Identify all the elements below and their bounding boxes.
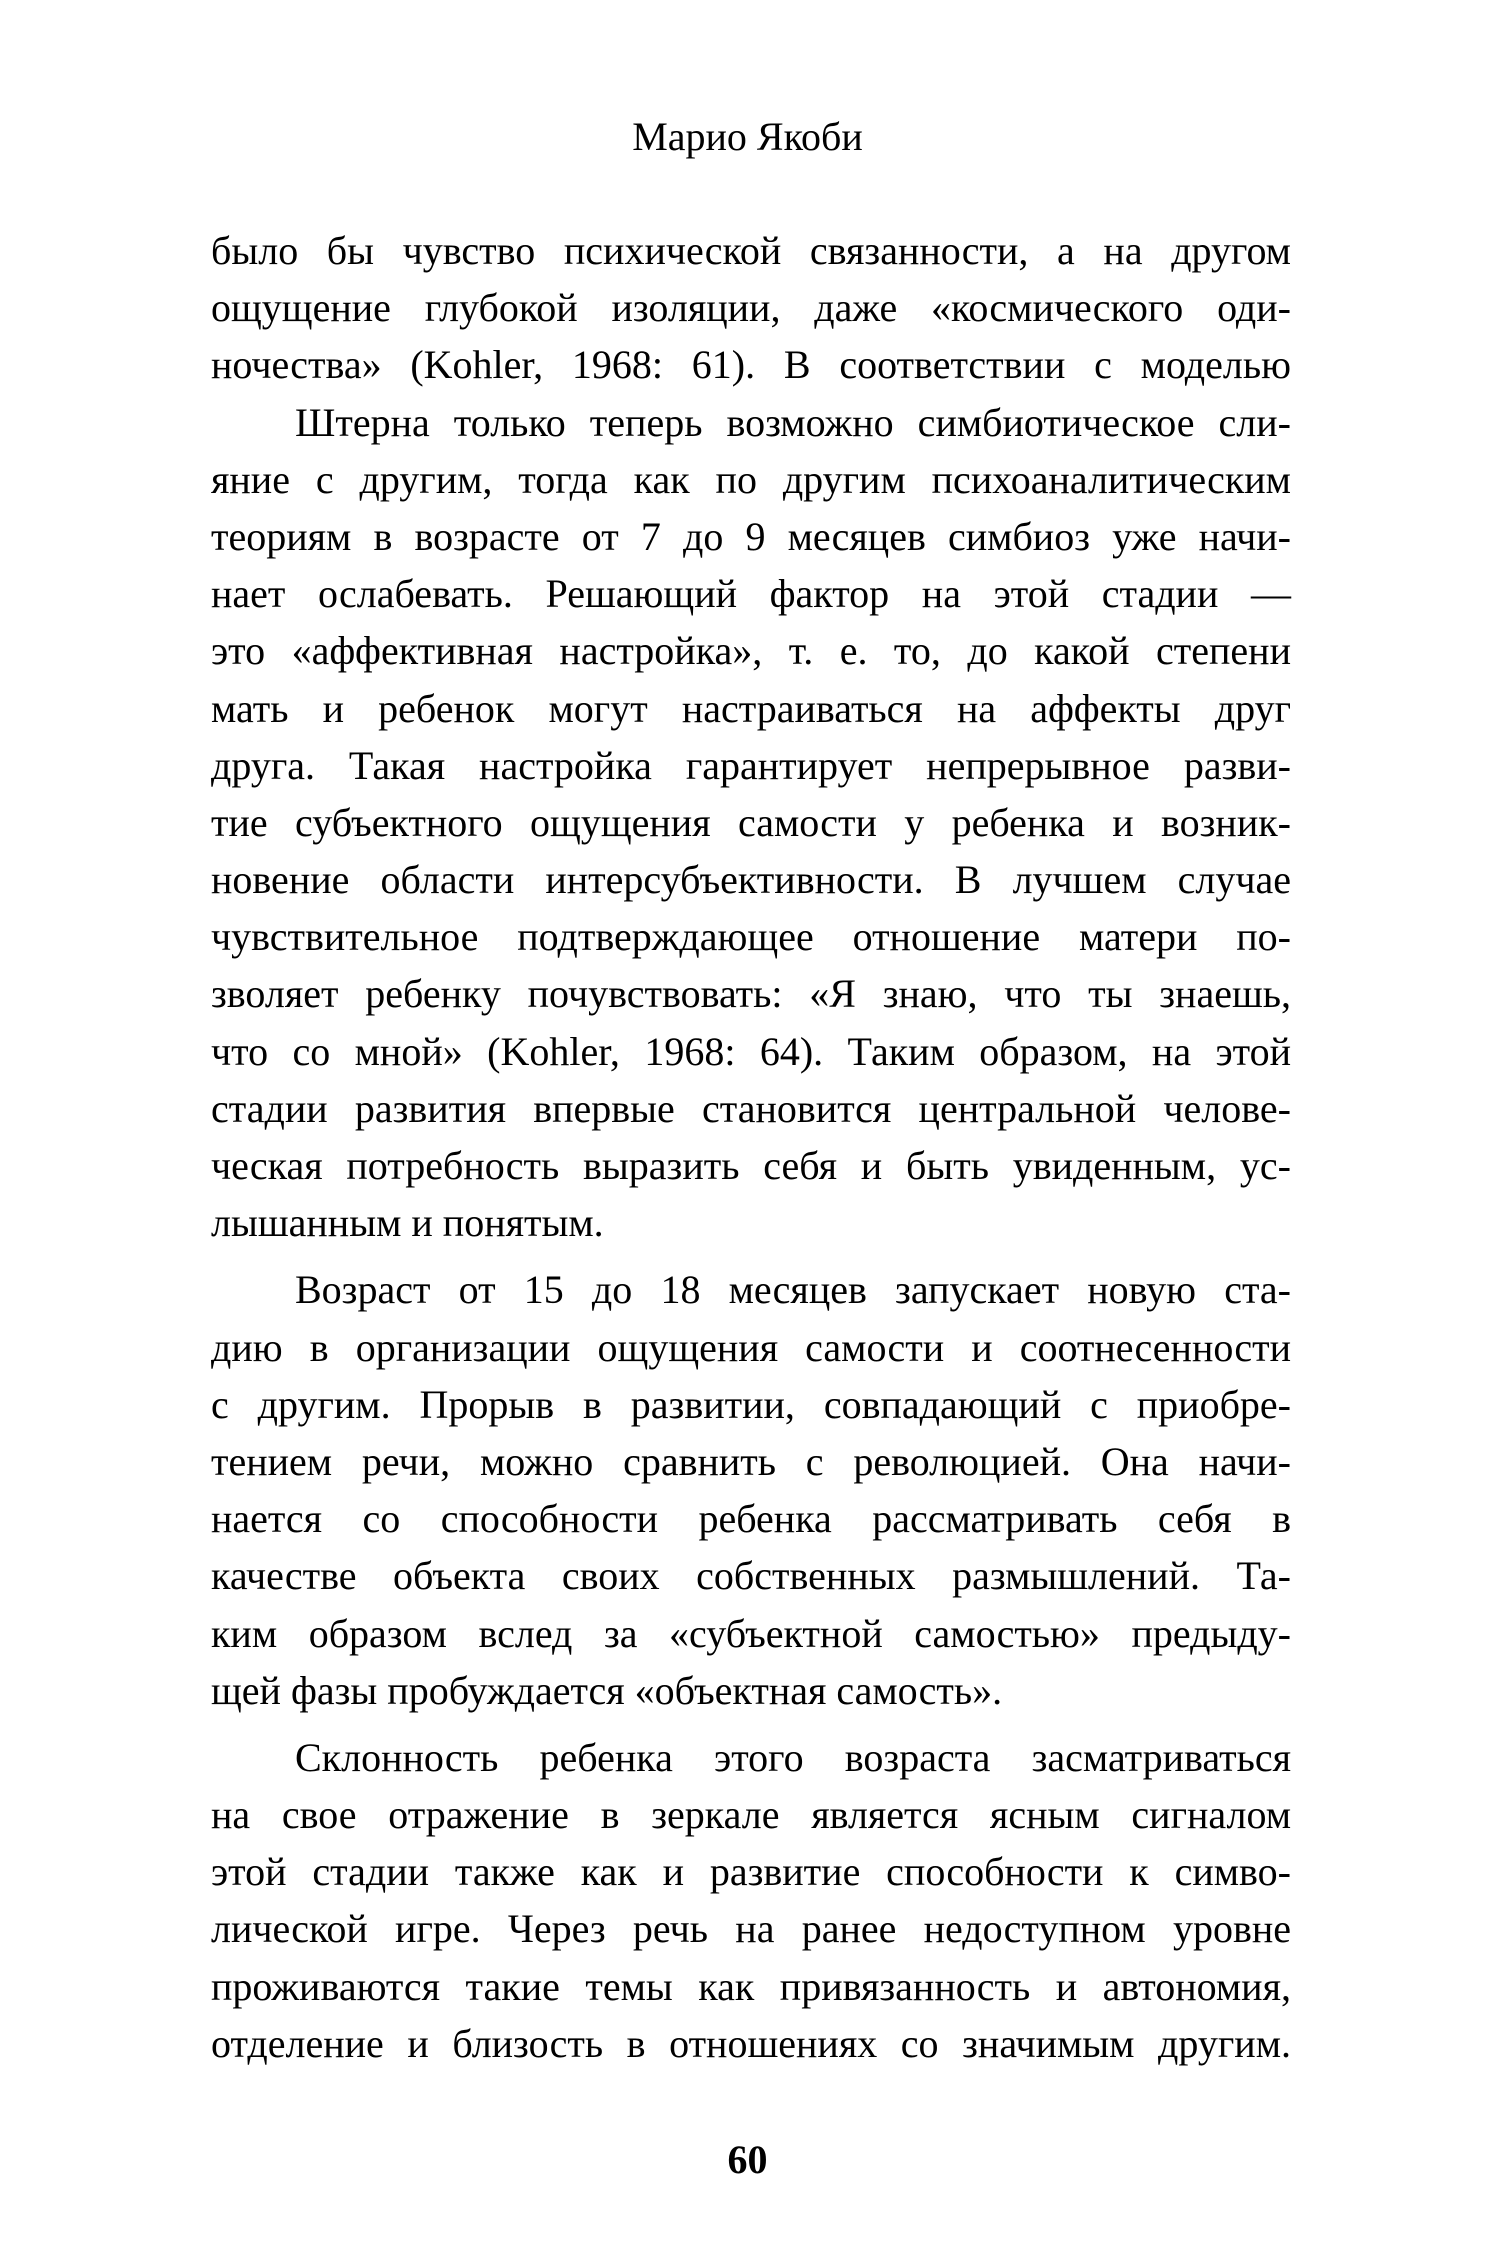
text-line: новение области интерсубъективности. В лучшем случае: [211, 857, 1291, 903]
paragraph: [211, 394, 1291, 1252]
text-line: лической игре. Через речь на ранее недоступном уровне: [211, 1906, 1291, 1952]
text-line: Штерна только теперь возможно симбиотическое сли-: [295, 399, 1291, 445]
text-line: Склонность ребенка этого возраста засматриваться: [295, 1734, 1291, 1780]
text-line: ческая потребность выразить себя и быть увиденным, ус-: [211, 1143, 1291, 1188]
paragraph: [211, 222, 1291, 394]
text-line: друга. Такая настройка гарантирует непрерывное разви-: [211, 742, 1291, 788]
text-line: дию в организации ощущения самости и соотнесенности: [211, 1324, 1291, 1370]
text-line: тением речи, можно сравнить с революцией. Она начи-: [211, 1438, 1291, 1484]
text-line: было бы чувство психической связанности, а на другом: [211, 228, 1291, 273]
text-line: стадии развития впервые становится центральной челове-: [211, 1085, 1291, 1131]
page-body-text: [211, 222, 1291, 2072]
paragraph: [211, 1729, 1291, 2072]
text-line: проживаются такие темы как привязанность и автономия,: [211, 1963, 1291, 2009]
text-line: что со мной» (Kohler, 1968: 64). Таким образом, на этой: [211, 1028, 1291, 1074]
text-line: щей фазы пробуждается «объектная самость».: [211, 1667, 1003, 1713]
text-line: этой стадии также как и развитие способности к симво-: [211, 1849, 1291, 1895]
paragraph: [211, 1261, 1291, 1719]
text-line: качестве объекта своих собственных размышлений. Та-: [211, 1553, 1291, 1599]
text-line: нает ослабевать. Решающий фактор на этой стадии —: [211, 571, 1291, 617]
text-line: Возраст от 15 до 18 месяцев запускает новую ста-: [295, 1267, 1291, 1313]
text-line: ощущение глубокой изоляции, даже «космического оди-: [211, 285, 1291, 331]
running-header: Марио Якоби: [632, 114, 863, 159]
text-line: мать и ребенок могут настраиваться на аффекты друг: [211, 685, 1291, 731]
text-line: теориям в возрасте от 7 до 9 месяцев симбиоз уже начи-: [211, 513, 1291, 559]
text-line: отделение и близость в отношениях со значимым другим.: [211, 2020, 1291, 2066]
text-line: это «аффективная настройка», т. е. то, до какой степени: [211, 628, 1291, 674]
text-line: чувствительное подтверждающее отношение матери по-: [211, 914, 1291, 960]
text-line: яние с другим, тогда как по другим психоаналитическим: [211, 456, 1291, 502]
text-line: ким образом вслед за «субъектной самостью» предыду-: [211, 1610, 1291, 1656]
text-line: тие субъектного ощущения самости у ребенка и возник-: [211, 799, 1291, 845]
text-line: нается со способности ребенка рассматривать себя в: [211, 1496, 1291, 1542]
text-line: с другим. Прорыв в развитии, совпадающий с приобре-: [211, 1381, 1291, 1427]
text-line: ночества» (Kohler, 1968: 61). В соответствии с моделью: [211, 342, 1291, 388]
text-line: зволяет ребенку почувствовать: «Я знаю, что ты знаешь,: [211, 971, 1291, 1017]
text-line: лышанным и понятым.: [211, 1200, 604, 1246]
page-number: 60: [727, 2137, 768, 2182]
text-line: на свое отражение в зеркале является ясным сигналом: [211, 1792, 1291, 1838]
